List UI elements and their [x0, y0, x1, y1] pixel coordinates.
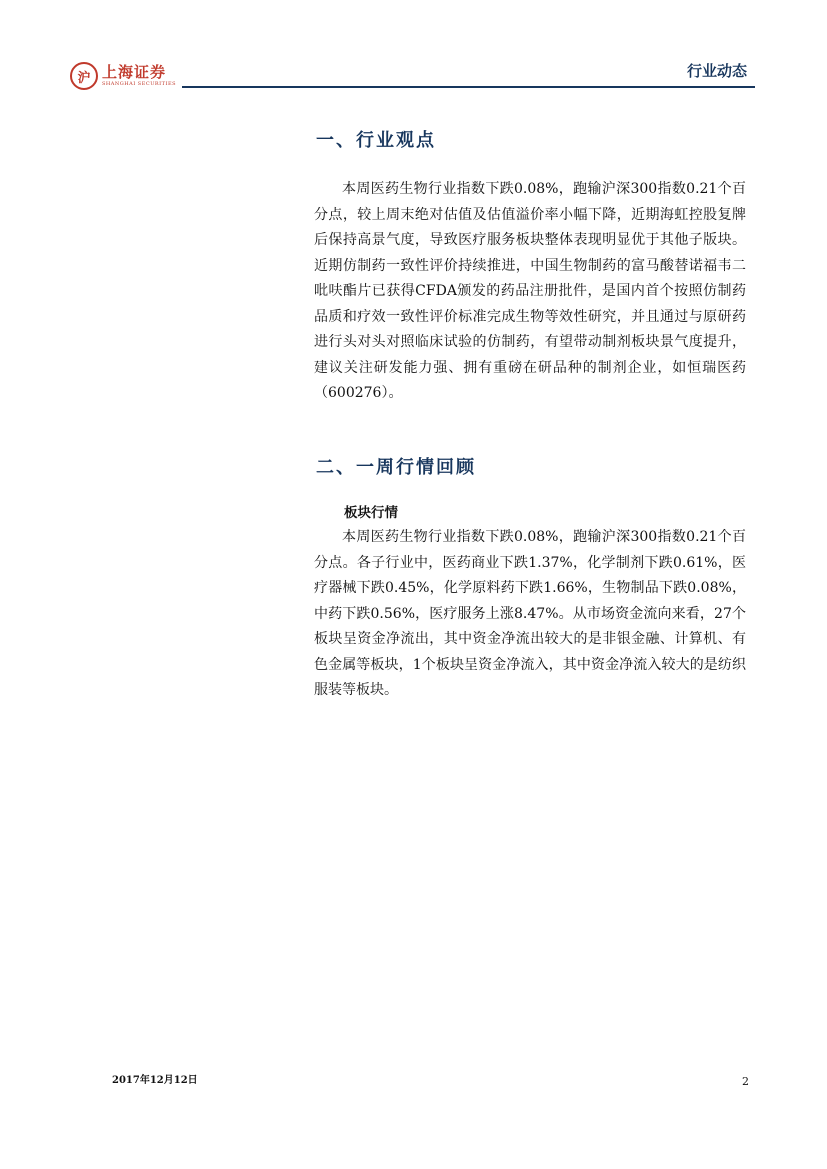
section-1-body	[314, 177, 746, 407]
logo-mark-glyph: 沪	[77, 70, 91, 86]
logo-wordmark	[102, 65, 176, 87]
page-number: 2	[742, 1075, 749, 1088]
report-category: 行业动态	[686, 62, 747, 80]
footer-date: 2017年12月12日	[112, 1075, 198, 1086]
header-divider	[182, 86, 755, 88]
logo-english-name: SHANGHAI SECURITIES	[102, 81, 177, 87]
logo-chinese-name: 上海证券	[102, 63, 167, 81]
section-1-heading: 一、行业观点	[316, 130, 436, 151]
section-2-body	[314, 525, 746, 704]
section-1-paragraph: 本周医药生物行业指数下跌0.08%，跑输沪深300指数0.21个百分点，较上周末绝对估值及估值溢价率小幅下降，近期海虹控股复牌后保持高景气度，导致医疗服务板块整体表现明显优于其他子版块。近期仿制药一致性评价持续推进，中国生物制药的富马酸替诺福韦二吡呋酯片已获得CFDA颁发的药品注册批件，是国内首个按照仿制药品质和疗效一致性评价标准完成生物等效性研究，并且通过与原研药进行头对头对照临床试验的仿制药，有望带动制剂板块景气度提升，建议关注研发能力强、拥有重磅在研品种的制剂企业，如恒瑞医药（600276）。	[314, 181, 746, 401]
logo-emblem-icon	[70, 62, 98, 90]
company-logo	[70, 60, 176, 92]
section-2-heading: 二、一周行情回顾	[316, 457, 476, 478]
section-2-paragraph: 本周医药生物行业指数下跌0.08%，跑输沪深300指数0.21个百分点。各子行业中，医药商业下跌1.37%，化学制剂下跌0.61%，医疗器械下跌0.45%，化学原料药下跌1.66%，生物制品下跌0.08%，中药下跌0.56%，医疗服务上涨8.47%。从市场资金流向来看，27个板块呈资金净流出，其中资金净流出较大的是非银金融、计算机、有色金属等板块，1个板块呈资金净流入，其中资金净流入较大的是纺织服装等板块。	[314, 529, 746, 698]
section-2-subheading: 板块行情	[344, 505, 398, 521]
